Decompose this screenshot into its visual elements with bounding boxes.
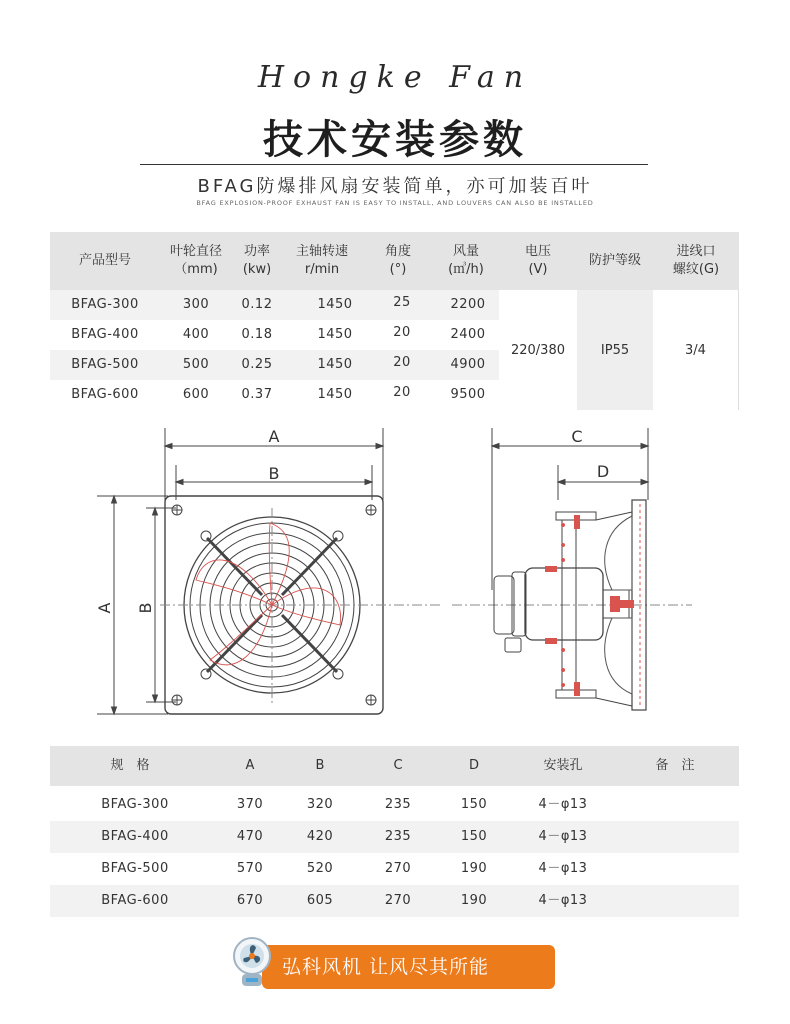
spec-header-label: 角度 — [384, 244, 411, 259]
cell-remarks — [640, 885, 710, 917]
table-row — [50, 380, 499, 410]
cell-power: 0.37 — [241, 387, 273, 402]
cell-speed: 1450 — [317, 357, 353, 372]
spec-header-airflow — [430, 232, 502, 290]
spec-header-impeller — [160, 232, 232, 290]
dim-header-a: A — [245, 758, 255, 773]
spec-header-unit: (V) — [528, 262, 548, 277]
cell-angle: 20 — [393, 325, 411, 340]
dim-header-spec: 规 格 — [110, 758, 150, 773]
cell-a: 470 — [236, 829, 264, 844]
cell-airflow: 4900 — [450, 357, 486, 372]
cell-power: 0.18 — [241, 327, 273, 342]
spec-header-label: 防护等级 — [588, 253, 641, 268]
spec-header-label: 风量 — [452, 244, 479, 259]
table-row — [50, 885, 739, 917]
cell-model: BFAG-500 — [71, 357, 139, 372]
spec-header-unit: 螺纹(G) — [672, 262, 720, 277]
cell-spec: BFAG-300 — [101, 797, 169, 812]
spec-header-thread — [653, 232, 739, 290]
cell-d: 150 — [460, 797, 488, 812]
side-view-red-details — [545, 515, 634, 696]
table-row — [50, 320, 499, 350]
cell-impeller: 400 — [182, 327, 210, 342]
spec-table-header — [50, 232, 739, 290]
cell-b: 520 — [306, 861, 334, 876]
dim-header-b: B — [315, 758, 325, 773]
spec-header-angle — [368, 232, 428, 290]
spec-table — [50, 232, 739, 410]
table-row — [50, 789, 739, 821]
cell-holes: 4－φ13 — [538, 829, 588, 844]
spec-header-label: 产品型号 — [78, 253, 131, 268]
cell-angle: 20 — [393, 385, 411, 400]
cell-airflow: 2200 — [450, 297, 486, 312]
cell-impeller: 300 — [182, 297, 210, 312]
voltage-merged-cell: 220/380 — [499, 290, 577, 410]
dimension-table — [50, 746, 739, 918]
cell-remarks — [640, 789, 710, 821]
protection-merged-cell: IP55 — [577, 290, 653, 410]
cell-holes: 4－φ13 — [538, 797, 588, 812]
cell-speed: 1450 — [317, 327, 353, 342]
cell-remarks — [640, 853, 710, 885]
dim-label-a: A — [268, 427, 280, 446]
dim-label-b-vertical: B — [136, 602, 155, 614]
cell-c: 270 — [384, 861, 412, 876]
cell-b: 320 — [306, 797, 334, 812]
fan-mascot-icon — [228, 934, 278, 990]
dim-label-a-vertical: A — [95, 602, 114, 614]
cell-angle: 25 — [393, 295, 411, 310]
spec-header-voltage — [499, 232, 577, 290]
spec-header-label: 电压 — [524, 244, 551, 259]
spec-header-speed — [282, 232, 362, 290]
title-divider — [140, 164, 648, 165]
spec-header-label: 进线口 — [676, 244, 716, 259]
subtitle-english: BFAG EXPLOSION-PROOF EXHAUST FAN IS EASY TO INSTALL, AND LOUVERS CAN ALSO BE INSTALLED — [196, 199, 594, 207]
cell-a: 370 — [236, 797, 264, 812]
dim-header-holes: 安装孔 — [543, 758, 583, 773]
cell-c: 235 — [384, 797, 412, 812]
cell-airflow: 9500 — [450, 387, 486, 402]
cell-model: BFAG-600 — [71, 387, 139, 402]
technical-drawing — [0, 420, 790, 740]
spec-header-label: 主轴转速 — [295, 244, 348, 259]
table-row — [50, 853, 739, 885]
cell-b: 420 — [306, 829, 334, 844]
cell-d: 150 — [460, 829, 488, 844]
dim-label-c: C — [571, 427, 583, 446]
cell-power: 0.25 — [241, 357, 273, 372]
spec-header-power — [232, 232, 282, 290]
cell-speed: 1450 — [317, 297, 353, 312]
cell-spec: BFAG-500 — [101, 861, 169, 876]
cell-impeller: 500 — [182, 357, 210, 372]
page-title: 技术安装参数 — [263, 117, 527, 163]
slogan-text: 弘科风机 让风尽其所能 — [282, 956, 490, 978]
cell-a: 670 — [236, 893, 264, 908]
cell-power: 0.12 — [241, 297, 273, 312]
cell-spec: BFAG-400 — [101, 829, 169, 844]
subtitle: BFAG防爆排风扇安装简单，亦可加装百叶 — [197, 176, 593, 197]
slogan-banner — [262, 945, 555, 989]
spec-header-model — [50, 232, 160, 290]
dim-label-d: D — [596, 462, 610, 481]
dimension-table-header — [50, 746, 739, 786]
cell-airflow: 2400 — [450, 327, 486, 342]
cell-a: 570 — [236, 861, 264, 876]
cell-d: 190 — [460, 861, 488, 876]
spec-header-unit: (㎥/h) — [448, 262, 484, 277]
dim-header-d: D — [468, 758, 479, 773]
cell-speed: 1450 — [317, 387, 353, 402]
side-view-drawing — [452, 428, 692, 710]
dim-label-b: B — [268, 464, 280, 483]
cell-angle: 20 — [393, 355, 411, 370]
cell-remarks — [640, 821, 710, 853]
thread-merged-cell: 3/4 — [653, 290, 739, 410]
table-row — [50, 350, 499, 380]
cell-b: 605 — [306, 893, 334, 908]
cell-holes: 4－φ13 — [538, 893, 588, 908]
dim-header-c: C — [393, 758, 403, 773]
spec-header-unit: （mm) — [174, 262, 218, 277]
dim-header-remarks: 备 注 — [655, 758, 695, 773]
cell-impeller: 600 — [182, 387, 210, 402]
cell-holes: 4－φ13 — [538, 861, 588, 876]
cell-c: 235 — [384, 829, 412, 844]
spec-header-unit: (kw) — [242, 262, 272, 277]
brand-script: Hongke Fan — [257, 60, 533, 95]
spec-header-label: 叶轮直径 — [169, 244, 222, 259]
spec-header-protection — [577, 232, 653, 290]
table-row — [50, 821, 739, 853]
cell-spec: BFAG-600 — [101, 893, 169, 908]
cell-d: 190 — [460, 893, 488, 908]
spec-header-label: 功率 — [243, 244, 270, 259]
cell-model: BFAG-400 — [71, 327, 139, 342]
spec-header-unit: r/min — [304, 262, 340, 277]
cell-model: BFAG-300 — [71, 297, 139, 312]
spec-header-unit: (°) — [389, 262, 407, 277]
cell-c: 270 — [384, 893, 412, 908]
table-row — [50, 290, 499, 320]
